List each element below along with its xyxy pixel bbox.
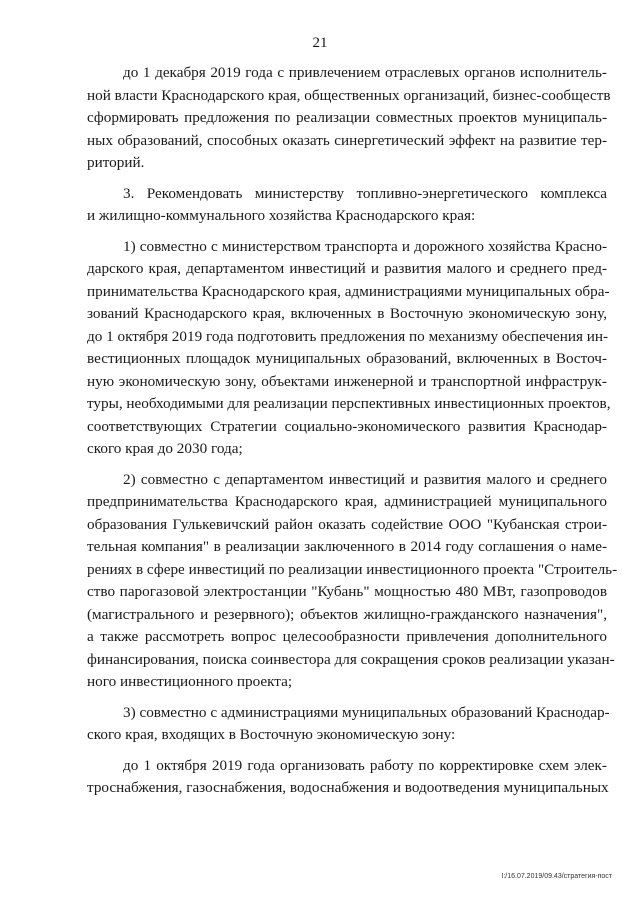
text-line: соответствующих Стратегии социально-экономического развития Краснодар- [87, 417, 607, 435]
text-line: до 1 октября 2019 года организовать работу по корректировке схем элек- [123, 756, 607, 774]
paragraph [87, 183, 607, 228]
text-line: до 1 декабря 2019 года с привлечением отраслевых органов исполнитель- [123, 64, 607, 81]
text-line: (магистрального и резервного); объектов жилищно-гражданского назначения", [87, 605, 607, 623]
text-line: 3. Рекомендовать министерству топливно-энергетического комплекса [123, 184, 607, 202]
text-line: финансирования, поиска соинвестора для сокращения сроков реализации указан- [87, 650, 615, 668]
text-line: образования Гулькевичский район оказать содействие ООО "Кубанская строи- [87, 515, 607, 533]
footer-file-code: I:/16.07.2019/09.43/стратегия-пост [501, 873, 612, 880]
text-line: дарского края, департаментом инвестиций и развития малого и среднего пред- [87, 260, 607, 277]
text-line: туры, необходимыми для реализации перспективных инвестиционных проектов, [87, 395, 611, 412]
text-line: риторий. [87, 154, 145, 171]
text-line: ную экономическую зону, объектами инженерной и транспортной инфраструк- [87, 372, 607, 390]
paragraph [87, 62, 611, 175]
text-line: ского края, входящих в Восточную экономическую зону: [87, 726, 456, 743]
text-line: 2) совместно с департаментом инвестиций и развития малого и среднего [123, 470, 607, 488]
text-line: зований Краснодарского края, включенных в Восточную экономическую зону, [87, 305, 607, 322]
text-line: ского края до 2030 года; [87, 440, 243, 457]
text-line: и жилищно-коммунального хозяйства Краснодарского края: [87, 207, 476, 224]
text-line: троснабжения, газоснабжения, водоснабжения и водоотведения муниципальных [87, 779, 609, 796]
text-line: ного инвестиционного проекта; [87, 673, 293, 690]
text-line: ство парогазовой электростанции "Кубань" мощностью 480 МВт, газопроводов [87, 583, 607, 600]
text-line: принимательства Краснодарского края, администрациями муниципальных обра- [87, 282, 610, 300]
text-line: ной власти Краснодарского края, общественных организаций, бизнес-сообществ [87, 86, 611, 104]
text-line: сформировать предложения по реализации совместных проектов муниципаль- [87, 109, 607, 126]
text-line: ных образований, способных оказать синергетический эффект на развитие тер- [87, 131, 607, 149]
paragraph [87, 702, 610, 747]
text-line: вестиционных площадок муниципальных образований, включенных в Восточ- [87, 350, 607, 367]
text-line: 1) совместно с министерством транспорта и дорожного хозяйства Красно- [123, 237, 607, 255]
text-line: до 1 октября 2019 года подготовить предложения по механизму обеспечения ин- [87, 327, 609, 345]
text-line: 3) совместно с администрациями муниципальных образований Краснодар- [123, 703, 610, 721]
paragraph [87, 755, 607, 800]
text-line: рениях в сфере инвестиций по реализации инвестиционного проекта "Строитель- [87, 560, 618, 578]
paragraph [87, 236, 611, 461]
text-line: а также рассмотреть вопрос целесообразности привлечения дополнительного [87, 628, 607, 645]
text-line: тельная компания" в реализации заключенного в 2014 году соглашения о наме- [87, 538, 607, 555]
paragraph [87, 469, 618, 694]
document-body [87, 62, 618, 808]
text-line: предпринимательства Краснодарского края, администрацией муниципального [87, 493, 607, 510]
page-number: 21 [312, 35, 328, 51]
